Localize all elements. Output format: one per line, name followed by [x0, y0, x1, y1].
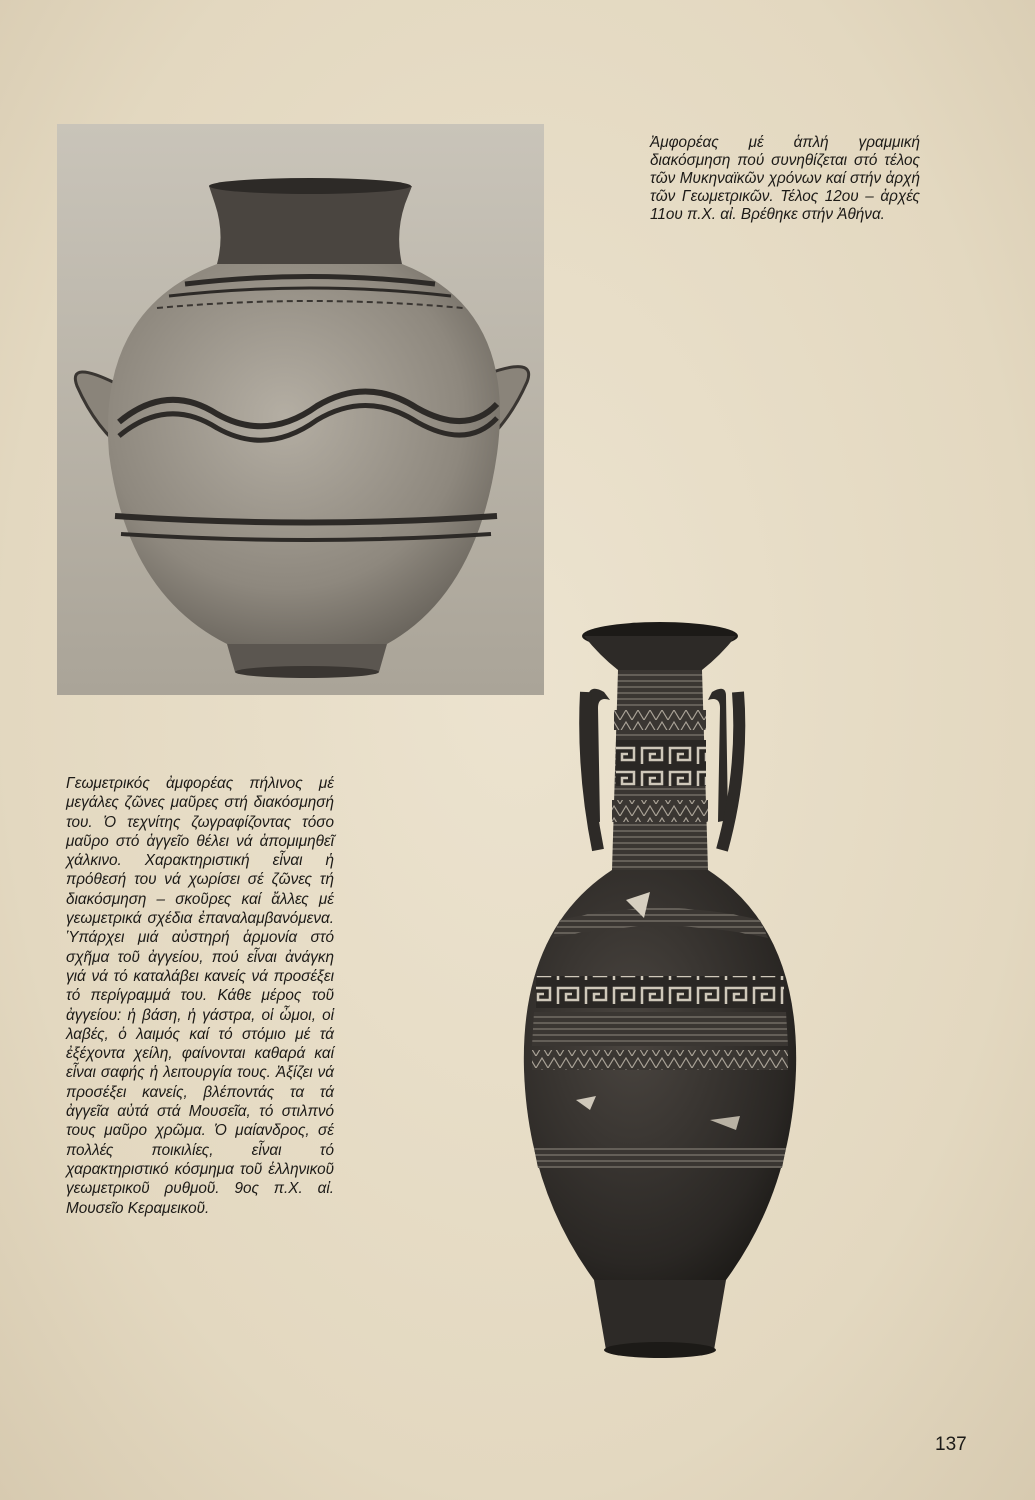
photo-amphora-geometric	[500, 600, 820, 1370]
caption-linear-amphora: Ἀμφορέας μέ ἁπλή γραμμική διακόσμηση πού συνηθίζεται στό τέλος τῶν Μυκηναϊκῶν χρόνων καί στήν ἀρχή τῶν Γεωμετρικῶν. Τέλος 12ου – ἀρχές 11ου π.Χ. αἰ. Βρέθηκε στήν Ἀθήνα.	[650, 134, 920, 223]
photo-amphora-linear	[57, 124, 544, 695]
caption-geometric-amphora: Γεωμετρικός ἀμφορέας πήλινος μέ μεγάλες ζῶνες μαῦρες στή διακόσμησή του. Ὁ τεχνίτης ζωγραφίζοντας τόσο μαῦρο στό ἀγγεῖο θέλει νά ἀπομιμηθεῖ χάλκινο. Χαρακτηριστική εἶναι ἡ πρόθεσή του νά χωρίσει σέ ζῶνες τή διακόσμηση – σκοῦρες καί ἄλλες μέ γεωμετρικά σχέδια ἐπαναλαμβανόμενα. Ὑπάρχει μιά αὐστηρή ἁρμονία στό σχῆμα τοῦ ἀγγείου, πού εἶναι ἀνάγκη γιά νά τό καταλάβει κανείς νά προσέξει τό περίγραμμά του. Κάθε μέρος τοῦ ἀγγείου: ἡ βάση, ἡ γάστρα, οἱ ὦμοι, οἱ λαβές, ὁ λαιμός καί τό στόμιο μέ τά ἐξέχοντα χείλη, φαίνονται καθαρά καί εἶναι σαφής ἡ λειτουργία τους. Ἀξίζει νά προσέξει κανείς, βλέποντάς τα τά ἀγγεῖα αὐτά στά Μουσεῖα, τό στιλπνό τους μαῦρο χρῶμα. Ὁ μαίανδρος, σέ πολλές ποικιλίες, εἶναι τό χαρακτηριστικό κόσμημα τοῦ ἑλληνικοῦ γεωμετρικοῦ ρυθμοῦ. 9ος π.Χ. αἰ. Μουσεῖο Κεραμεικοῦ.	[66, 775, 334, 1217]
page-number: 137	[935, 1434, 967, 1455]
amphora-photo-icon	[57, 124, 544, 695]
geometric-amphora-photo-icon	[500, 600, 820, 1370]
